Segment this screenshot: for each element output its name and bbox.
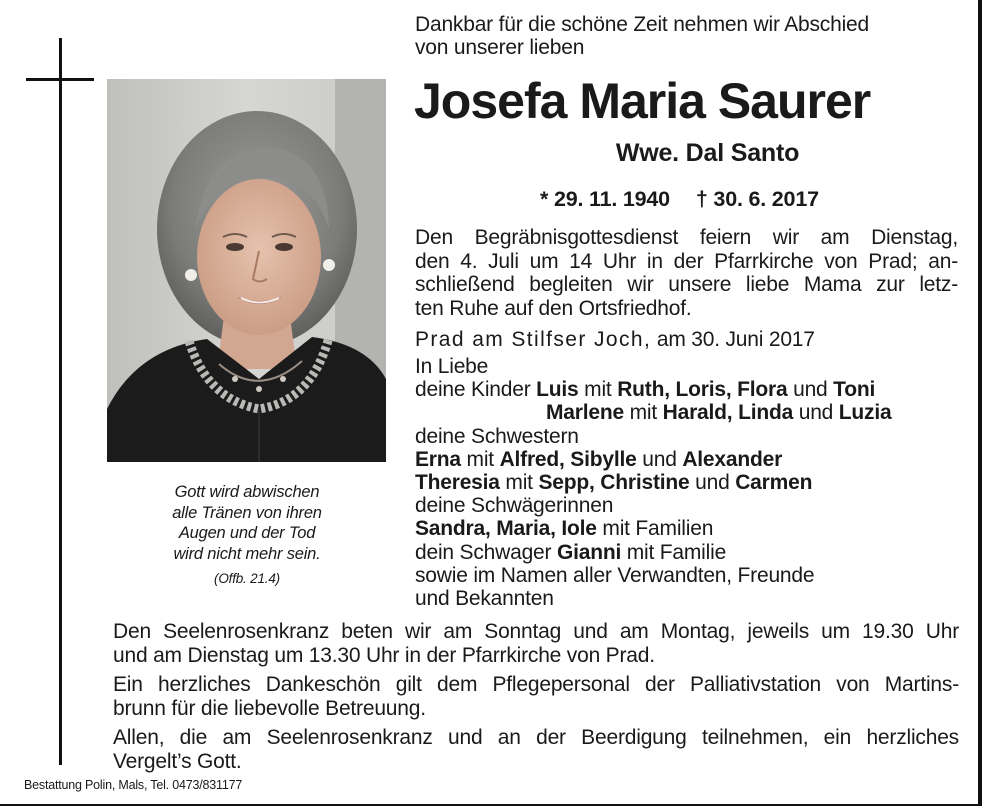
thanks-all — [113, 726, 959, 773]
place-and-date — [415, 328, 815, 352]
relatives-line-2: und Bekannten — [415, 586, 554, 610]
partner-name: Toni — [833, 378, 876, 402]
partner-names: Ruth, Loris, Flora — [617, 378, 788, 402]
sisters-intro: deine Schwestern — [415, 424, 579, 448]
intro-text — [415, 13, 869, 59]
connector: und — [636, 447, 683, 471]
thanks-all-line: Vergelt’s Gott. — [113, 749, 242, 773]
bible-verse — [140, 482, 354, 590]
bible-verse-line: alle Tränen von ihren — [172, 503, 322, 522]
relatives-line-1: sowie im Namen aller Verwandten, Freunde — [415, 563, 815, 587]
funeral-line: schließend begleiten wir unsere liebe Mama zur letz- — [415, 273, 958, 296]
children-intro: deine Kinder — [415, 378, 537, 402]
thanks-care — [113, 673, 959, 720]
funeral-line: den 4. Juli um 14 Uhr in der Pfarrkirche von Prad; an- — [415, 249, 958, 273]
sister-name: Erna — [415, 447, 461, 471]
connector: mit Familien — [596, 517, 714, 541]
birth-date: * 29. 11. 1940 — [540, 187, 670, 211]
cross-icon-vertical — [59, 38, 62, 765]
funeral-info — [415, 226, 958, 320]
thanks-care-line: Ein herzliches Dankeschön gilt dem Pflegepersonal der Palliativstation von Martins- — [113, 673, 959, 696]
sisters-in-law-intro: deine Schwägerinnen — [415, 494, 614, 518]
undertaker-info: Bestattung Polin, Mals, Tel. 0473/831177 — [24, 778, 243, 792]
connector: mit — [499, 470, 539, 494]
rosary-line: und am Dienstag um 13.30 Uhr in der Pfarrkirche von Prad. — [113, 643, 655, 667]
intro-line-2: von unserer lieben — [415, 36, 585, 59]
rosary-line: Den Seelenrosenkranz beten wir am Sonntag und am Montag, jeweils um 19.30 Uhr — [113, 620, 959, 643]
connector: und — [787, 378, 834, 402]
connector: mit — [578, 378, 618, 402]
bible-verse-line: Gott wird abwischen — [174, 483, 320, 501]
partner-names: Harald, Linda — [662, 401, 794, 425]
relative-name: Alexander — [682, 447, 783, 471]
sister-row-2 — [415, 471, 891, 494]
connector: und — [793, 401, 839, 425]
portrait-photo — [107, 79, 386, 462]
in-love-label: In Liebe — [415, 355, 489, 378]
rosary-info — [113, 620, 959, 667]
closing-text — [113, 620, 959, 779]
funeral-line: Den Begräbnisgottesdienst feiern wir am Dienstag, — [415, 226, 958, 249]
bible-verse-line: wird nicht mehr sein. — [173, 544, 321, 563]
sister-name: Theresia — [415, 470, 500, 494]
connector: mit — [460, 447, 500, 471]
thanks-care-line: brunn für die liebevolle Betreuung. — [113, 696, 426, 720]
brother-in-law-row — [415, 541, 891, 564]
portrait-image — [107, 79, 386, 462]
family-list — [415, 355, 891, 610]
bible-verse-reference: (Offb. 21.4) — [214, 571, 280, 586]
children-row-2 — [415, 401, 891, 424]
life-dates — [540, 187, 819, 212]
brother-in-law-intro: dein Schwager — [415, 540, 557, 564]
relative-names: Alfred, Sibylle — [499, 447, 637, 471]
widow-name: Wwe. Dal Santo — [615, 139, 800, 167]
connector: mit — [623, 401, 663, 425]
brother-in-law-name: Gianni — [556, 540, 622, 564]
thanks-all-line: Allen, die am Seelenrosenkranz und an der Beerdigung teilnehmen, ein herzliches — [113, 726, 959, 749]
relative-name: Carmen — [735, 470, 813, 494]
partner-name: Luzia — [838, 401, 892, 425]
children-row-1 — [415, 378, 891, 401]
death-date: † 30. 6. 2017 — [695, 187, 819, 211]
connector: und — [689, 470, 736, 494]
bible-verse-line: Augen und der Tod — [178, 524, 316, 542]
child-name: Luis — [536, 378, 579, 402]
place: Prad am Stilfser Joch, — [415, 328, 652, 351]
sisters-in-law-names: Sandra, Maria, Iole — [415, 517, 597, 541]
notice-date: am 30. Juni 2017 — [651, 328, 815, 351]
child-name: Marlene — [546, 401, 624, 425]
funeral-line: ten Ruhe auf den Ortsfriedhof. — [415, 296, 692, 320]
cross-icon-horizontal — [26, 78, 94, 81]
sisters-in-law-row — [415, 517, 891, 540]
deceased-name: Josefa Maria Saurer — [414, 73, 871, 129]
sister-row-1 — [415, 448, 891, 471]
connector: mit Familie — [621, 540, 727, 564]
relative-names: Sepp, Christine — [538, 470, 690, 494]
intro-line-1: Dankbar für die schöne Zeit nehmen wir Abschied — [415, 13, 870, 36]
